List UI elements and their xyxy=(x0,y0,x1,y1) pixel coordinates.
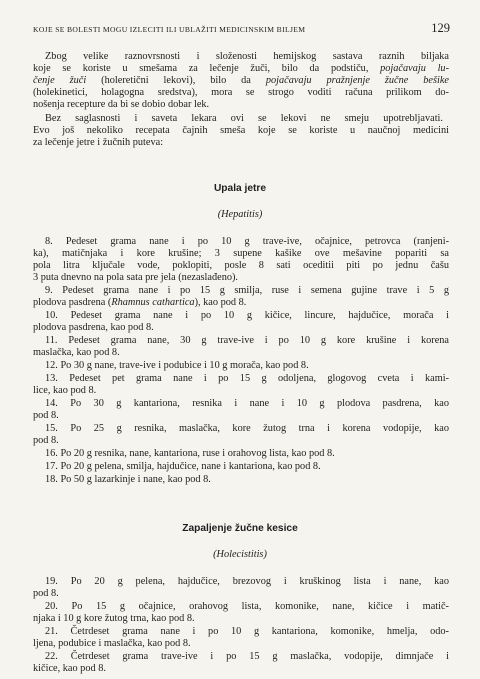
text-part: plodova pasdrena ( xyxy=(33,297,112,308)
recipe-8-cont: ka), matičnjaka i kore krušine; 3 supene kašike ove mešavine popariti sa xyxy=(33,248,449,259)
page-number: 129 xyxy=(431,21,450,35)
recipe-19: 19. Po 20 g pelena, hajdučice, brezovog i kruškinog lista i nane, kao xyxy=(45,576,449,587)
recipe-22-cont: kičice, kao pod 8. xyxy=(33,663,106,674)
recipe-20-cont: njaka i 10 g kore žutog trna, kao pod 8. xyxy=(33,613,195,624)
section-heading-holecistitis: Zapaljenje žučne kesice xyxy=(182,523,298,534)
recipe-16: 16. Po 20 g resnika, nane, kantariona, ruse i orahovog lista, kao pod 8. xyxy=(45,448,335,459)
text-span xyxy=(33,75,449,87)
recipe-9: 9. Pedeset grama nane i po 15 g smilja, ruse i semena gujine trave i 5 g xyxy=(45,285,449,296)
text-part: (holeretični lekovi), bilo da xyxy=(101,75,251,86)
recipe-18: 18. Po 50 g lazarkinje i nane, kao pod 8. xyxy=(45,474,211,485)
recipe-14-cont: pod 8. xyxy=(33,410,59,421)
text-part: ), kao pod 8. xyxy=(194,297,247,308)
recipe-9-cont xyxy=(33,297,246,309)
italic-text: Rhamnus cathartica xyxy=(111,297,195,308)
text-span: Bez saglasnosti i saveta lekara ovi se lekovi ne smeju upotrebljavati. xyxy=(45,113,443,124)
section-subtitle-holecistitis: (Holecistitis) xyxy=(213,549,267,560)
recipe-21-cont: ljena, podubice i maslačka, kao pod 8. xyxy=(33,638,191,649)
italic-text: pojačavaju lu- xyxy=(380,63,450,74)
recipe-19-cont: pod 8. xyxy=(33,588,59,599)
recipe-11-cont: maslačka, kao pod 8. xyxy=(33,347,120,358)
page-header xyxy=(33,21,450,37)
recipe-14: 14. Po 30 g kantariona, resnika i nane i 10 g plodova pasdrena, kao xyxy=(45,398,449,409)
recipe-10-cont: plodova pasdrena, kao pod 8. xyxy=(33,322,154,333)
recipe-15: 15. Po 25 g resnika, maslačka, kore žutog trna i korena vodopije, kao xyxy=(45,423,449,434)
text-part: koje se koriste u smešama za lečenje žuči, bilo da podstiču, xyxy=(33,63,369,74)
running-title: KOJE SE BOLESTI MOGU IZLECITI ILI UBLAŽITI MEDICINSKIM BILJEM xyxy=(33,25,306,34)
text-span: za lečenje jetre i žučnih puteva: xyxy=(33,137,164,148)
recipe-10: 10. Pedeset grama nane i po 10 g kičice, lincure, hajdučice, morača i xyxy=(45,310,449,321)
italic-text: pojačavaju pražnjenje žučne bešike xyxy=(265,75,449,86)
italic-text: čenje žuči xyxy=(33,75,87,86)
text-span: Evo još nekoliko recepata čajnih smeša koje se koriste u naučnoj medicini xyxy=(33,125,449,136)
recipe-17: 17. Po 20 g pelena, smilja, hajdučice, nane i kantariona, kao pod 8. xyxy=(45,461,321,472)
recipe-11: 11. Pedeset grama nane, 30 g trave-ive i po 10 g kore krušine i korena xyxy=(45,335,449,346)
section-subtitle-hepatitis: (Hepatitis) xyxy=(217,209,263,220)
recipe-13-cont: lice, kao pod 8. xyxy=(33,385,97,396)
recipe-12: 12. Po 30 g nane, trave-ive i podubice i 10 g morača, kao pod 8. xyxy=(45,360,309,371)
text-span: (holekinetici, holagogna sredstva), mora se strogo voditi računa prilikom do- xyxy=(33,87,449,98)
recipe-8-cont: 3 puta dnevno na pola sata pre jela (nezaslađeno). xyxy=(33,272,238,283)
recipe-8: 8. Pedeset grama nane i po 10 g trave-ive, očajnice, petrovca (ranjeni- xyxy=(45,236,449,247)
section-heading-hepatitis: Upala jetre xyxy=(213,183,267,194)
text-span xyxy=(33,63,449,75)
recipe-13: 13. Pedeset pet grama nane i po 15 g odoljena, glogovog cveta i kami- xyxy=(45,373,449,384)
recipe-21: 21. Četrdeset grama nane i po 10 g kantariona, komonike, hmelja, odo- xyxy=(45,626,449,637)
recipe-8-cont: pola litra ključale vode, poklopiti, posle 8 sati oceditii piti po jednu čašu xyxy=(33,260,449,271)
recipe-15-cont: pod 8. xyxy=(33,435,59,446)
text-span: nošenja recepture da bi se dobio dobar lek. xyxy=(33,99,210,110)
recipe-22: 22. Četrdeset grama trave-ive i po 15 g maslačka, vodopije, dimnjače i xyxy=(45,651,449,662)
recipe-20: 20. Po 15 g očajnice, orahovog lista, komonike, nane, kičice i matič- xyxy=(45,601,449,612)
text-span: Zbog velike raznovrsnosti i složenosti hemijskog sastava raznih biljaka xyxy=(45,51,449,62)
